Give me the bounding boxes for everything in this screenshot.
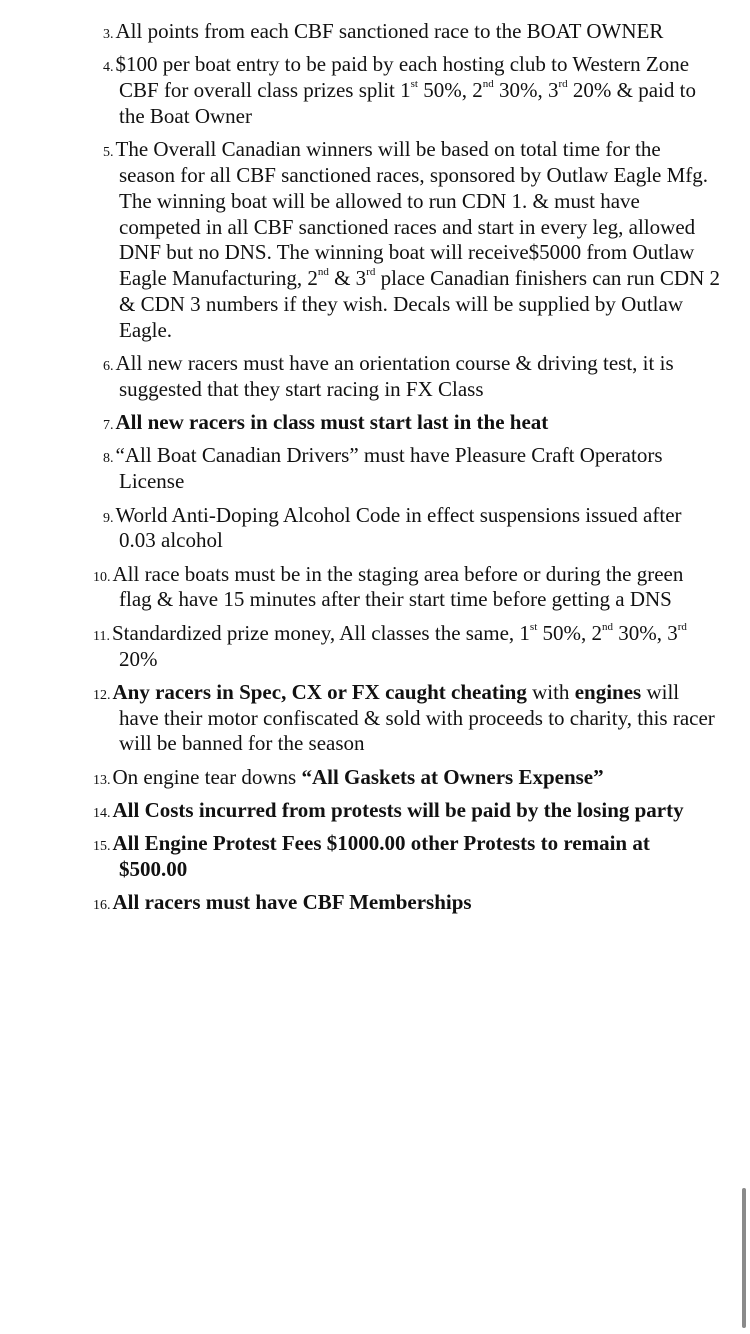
item-number: 9. xyxy=(103,510,114,526)
list-item xyxy=(0,562,720,614)
text-segment: place Canadian finishers can run CDN 2 & CDN 3 numbers if they wish. Decals will be supplied by Outlaw Eagle. xyxy=(119,266,721,342)
text-segment: “All Gaskets at Owners Expense” xyxy=(301,764,604,789)
list-item xyxy=(0,621,720,673)
superscript: nd xyxy=(602,620,614,633)
item-number: 3. xyxy=(103,27,114,42)
text-segment: All points from each CBF sanctioned race to the BOAT OWNER xyxy=(115,19,664,43)
list-item xyxy=(0,765,720,791)
superscript: rd xyxy=(677,620,687,633)
superscript: nd xyxy=(482,78,494,91)
text-segment: “All Boat Canadian Drivers” must have Pleasure Craft Operators License xyxy=(115,443,663,494)
rules-document xyxy=(0,19,720,924)
superscript: rd xyxy=(558,78,568,91)
item-text xyxy=(112,764,720,791)
item-text xyxy=(112,679,720,757)
item-number: 8. xyxy=(103,451,114,467)
superscript: st xyxy=(529,620,538,633)
text-segment: 30%, 3 xyxy=(613,620,678,645)
item-number: 4. xyxy=(103,60,114,76)
list-item xyxy=(0,137,720,343)
scrollbar-thumb[interactable] xyxy=(742,1188,746,1328)
text-segment: 50%, 2 xyxy=(537,620,603,645)
list-item xyxy=(0,443,720,495)
text-segment: engines xyxy=(574,679,642,704)
item-text xyxy=(112,798,720,824)
list-item xyxy=(0,503,720,555)
item-number: 16. xyxy=(93,898,111,914)
text-segment: All race boats must be in the staging area before or during the green flag & have 15 minutes after their start time before getting a DNS xyxy=(112,561,684,612)
text-segment: The Overall Canadian winners will be based on total time for the season for all CBF sanctioned races, sponsored by Outlaw Eagle Mfg. The winning boat will be allowed to run CDN 1. & must have competed in all CBF sanctioned races and start in every leg, allowed DNF but no DNS. The winning boat will receive$5000 from Outlaw Eagle Manufacturing, 2 xyxy=(115,137,709,291)
list-item xyxy=(0,798,720,824)
list-item xyxy=(0,831,720,883)
text-segment: All new racers in class must start last in the heat xyxy=(115,410,549,435)
list-item xyxy=(0,19,720,45)
text-segment: Standardized prize money, All classes the same, 1 xyxy=(111,620,530,645)
text-segment: will have their motor confiscated & sold with proceeds to charity, this racer will be banned for the season xyxy=(119,679,715,756)
item-text xyxy=(115,410,720,436)
text-segment: 20% xyxy=(119,646,158,671)
list-item xyxy=(0,410,720,436)
text-segment: with xyxy=(526,679,575,704)
item-text xyxy=(112,561,720,614)
item-text xyxy=(115,443,720,495)
item-text xyxy=(112,890,720,916)
item-number: 5. xyxy=(103,145,114,161)
text-segment: All new racers must have an orientation course & driving test, it is suggested that they start racing in FX Class xyxy=(115,351,674,401)
superscript: nd xyxy=(317,266,329,279)
item-text xyxy=(112,831,720,883)
list-item xyxy=(0,680,720,757)
text-segment: World Anti-Doping Alcohol Code in effect suspensions issued after 0.03 alcohol xyxy=(115,502,682,553)
text-segment: All Engine Protest Fees $1000.00 other Protests to remain at $500.00 xyxy=(112,831,650,882)
text-segment: 20% & paid to the Boat Owner xyxy=(119,78,696,128)
text-segment: Any racers in Spec, CX or FX caught cheating xyxy=(112,679,527,704)
superscript: rd xyxy=(366,266,376,279)
item-text xyxy=(115,52,720,129)
item-text xyxy=(115,137,721,343)
text-segment: All Costs incurred from protests will be paid by the losing party xyxy=(112,798,684,823)
item-text xyxy=(115,502,720,555)
text-segment: $100 per boat entry to be paid by each hosting club to Western Zone CBF for overall class prizes split 1 xyxy=(115,52,690,103)
item-text xyxy=(115,19,720,45)
superscript: st xyxy=(410,78,418,91)
text-segment: On engine tear downs xyxy=(112,764,302,789)
item-number: 15. xyxy=(93,839,111,855)
text-segment: & 3 xyxy=(328,266,367,291)
item-number: 13. xyxy=(93,772,111,788)
list-item xyxy=(0,52,720,129)
text-segment: 30%, 3 xyxy=(493,78,559,103)
item-number: 12. xyxy=(93,687,111,703)
item-number: 6. xyxy=(103,359,114,375)
list-item xyxy=(0,890,720,916)
list-item xyxy=(0,351,720,403)
item-number: 11. xyxy=(93,628,110,644)
item-text xyxy=(115,351,720,403)
item-number: 7. xyxy=(103,418,114,434)
item-text xyxy=(111,620,720,673)
item-number: 14. xyxy=(93,806,111,822)
item-number: 10. xyxy=(93,569,111,585)
text-segment: 50%, 2 xyxy=(417,78,483,103)
text-segment: All racers must have CBF Memberships xyxy=(112,890,472,915)
